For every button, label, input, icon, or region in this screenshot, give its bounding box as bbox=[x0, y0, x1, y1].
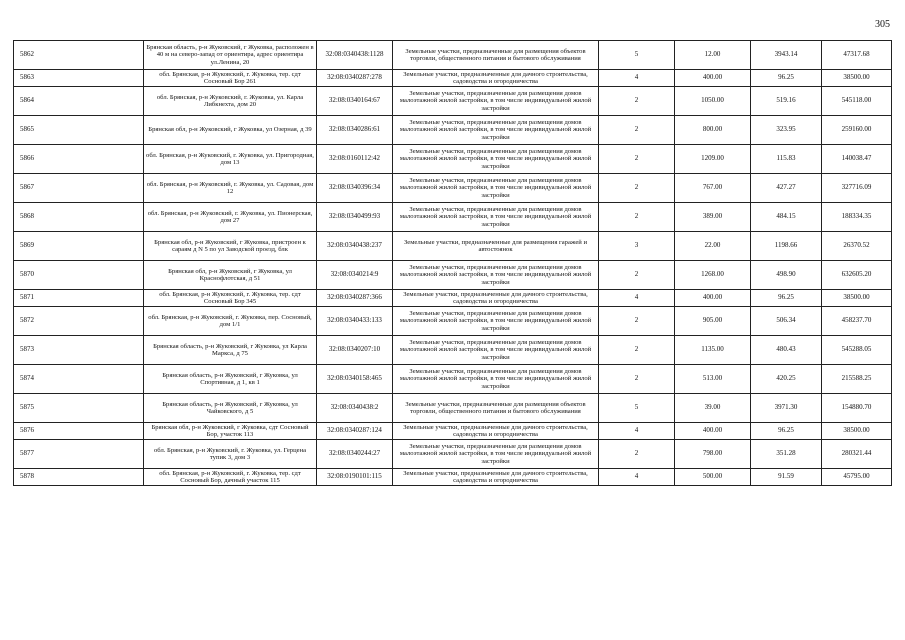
specific-value-cell: 96.25 bbox=[751, 423, 822, 440]
cadastral-number-cell: 32:08:0340286:61 bbox=[317, 116, 393, 145]
land-purpose-cell: Земельные участки, предназначенные для размещения домов малоэтажной жилой застройки, в том числе индивидуальной жилой застройки bbox=[393, 440, 599, 469]
address-cell: Брянская область, р-н Жуковский, г Жуковка, ул Чайковского, д 5 bbox=[144, 394, 317, 423]
row-number: 5872 bbox=[14, 307, 144, 336]
address-cell: Брянская обл, р-н Жуковский, г Жуковка, пристроен к сараям д N 5 по ул Заводской проезд, блк bbox=[144, 232, 317, 261]
specific-value-cell: 506.34 bbox=[751, 307, 822, 336]
area-cell: 1209.00 bbox=[675, 145, 751, 174]
area-cell: 1135.00 bbox=[675, 336, 751, 365]
group-cell: 2 bbox=[599, 261, 675, 290]
land-purpose-cell: Земельные участки, предназначенные для размещения домов малоэтажной жилой застройки, в том числе индивидуальной жилой застройки bbox=[393, 336, 599, 365]
specific-value-cell: 96.25 bbox=[751, 290, 822, 307]
page-number: 305 bbox=[875, 19, 890, 30]
cadastral-value-cell: 140038.47 bbox=[822, 145, 892, 174]
group-cell: 4 bbox=[599, 70, 675, 87]
row-number: 5863 bbox=[14, 70, 144, 87]
area-cell: 798.00 bbox=[675, 440, 751, 469]
area-cell: 1268.00 bbox=[675, 261, 751, 290]
specific-value-cell: 1198.66 bbox=[751, 232, 822, 261]
specific-value-cell: 3971.30 bbox=[751, 394, 822, 423]
cadastral-value-cell: 280321.44 bbox=[822, 440, 892, 469]
group-cell: 5 bbox=[599, 41, 675, 70]
area-cell: 389.00 bbox=[675, 203, 751, 232]
cadastral-number-cell: 32:08:0340438:237 bbox=[317, 232, 393, 261]
row-number: 5864 bbox=[14, 87, 144, 116]
table-row bbox=[14, 440, 892, 469]
group-cell: 2 bbox=[599, 116, 675, 145]
specific-value-cell: 323.95 bbox=[751, 116, 822, 145]
table-row bbox=[14, 70, 892, 87]
table-row bbox=[14, 87, 892, 116]
table-row bbox=[14, 261, 892, 290]
address-cell: обл. Брянская, р-н Жуковский, г. Жуковка, тер. сдт Сосновый Бор 345 bbox=[144, 290, 317, 307]
land-purpose-cell: Земельные участки, предназначенные для размещения домов малоэтажной жилой застройки, в том числе индивидуальной жилой застройки bbox=[393, 307, 599, 336]
group-cell: 2 bbox=[599, 307, 675, 336]
cadastral-register-table bbox=[13, 40, 892, 486]
land-purpose-cell: Земельные участки, предназначенные для размещения домов малоэтажной жилой застройки, в том числе индивидуальной жилой застройки bbox=[393, 261, 599, 290]
address-cell: обл. Брянская, р-н Жуковский, г. Жуковка, ул. Садовая, дом 12 bbox=[144, 174, 317, 203]
address-cell: обл. Брянская, р-н Жуковский, г. Жуковка, ул. Карла Либкнехта, дом 20 bbox=[144, 87, 317, 116]
specific-value-cell: 115.83 bbox=[751, 145, 822, 174]
cadastral-value-cell: 26370.52 bbox=[822, 232, 892, 261]
cadastral-number-cell: 32:08:0340287:278 bbox=[317, 70, 393, 87]
row-number: 5865 bbox=[14, 116, 144, 145]
group-cell: 3 bbox=[599, 232, 675, 261]
address-cell: обл. Брянская, р-н Жуковский, г. Жуковка, пер. Сосновый, дом 1/1 bbox=[144, 307, 317, 336]
table-row bbox=[14, 174, 892, 203]
address-cell: Брянская область, р-н Жуковский, г Жуковка, ул Карла Маркса, д 75 bbox=[144, 336, 317, 365]
cadastral-number-cell: 32:08:0340214:9 bbox=[317, 261, 393, 290]
land-purpose-cell: Земельные участки, предназначенные для размещения домов малоэтажной жилой застройки, в том числе индивидуальной жилой застройки bbox=[393, 145, 599, 174]
address-cell: обл. Брянская, р-н Жуковский, г. Жуковка, ул. Пригородная, дом 13 bbox=[144, 145, 317, 174]
specific-value-cell: 91.59 bbox=[751, 469, 822, 486]
cadastral-value-cell: 38500.00 bbox=[822, 423, 892, 440]
land-purpose-cell: Земельные участки, предназначенные для дачного строительства, садоводства и огородничества bbox=[393, 290, 599, 307]
cadastral-value-cell: 545118.00 bbox=[822, 87, 892, 116]
address-cell: Брянская обл, р-н Жуковский, г Жуковка, ул Озерная, д 39 bbox=[144, 116, 317, 145]
cadastral-value-cell: 215588.25 bbox=[822, 365, 892, 394]
cadastral-value-cell: 154880.70 bbox=[822, 394, 892, 423]
row-number: 5875 bbox=[14, 394, 144, 423]
land-purpose-cell: Земельные участки, предназначенные для дачного строительства, садоводства и огородничества bbox=[393, 423, 599, 440]
cadastral-value-cell: 47317.68 bbox=[822, 41, 892, 70]
cadastral-number-cell: 32:08:0340499:93 bbox=[317, 203, 393, 232]
specific-value-cell: 427.27 bbox=[751, 174, 822, 203]
area-cell: 400.00 bbox=[675, 290, 751, 307]
table-row bbox=[14, 41, 892, 70]
cadastral-value-cell: 45795.00 bbox=[822, 469, 892, 486]
land-purpose-cell: Земельные участки, предназначенные для дачного строительства, садоводства и огородничества bbox=[393, 70, 599, 87]
land-purpose-cell: Земельные участки, предназначенные для размещения домов малоэтажной жилой застройки, в том числе индивидуальной жилой застройки bbox=[393, 87, 599, 116]
cadastral-value-cell: 188334.35 bbox=[822, 203, 892, 232]
group-cell: 2 bbox=[599, 203, 675, 232]
table-row bbox=[14, 145, 892, 174]
row-number: 5873 bbox=[14, 336, 144, 365]
row-number: 5876 bbox=[14, 423, 144, 440]
table-row bbox=[14, 365, 892, 394]
land-purpose-cell: Земельные участки, предназначенные для размещения домов малоэтажной жилой застройки, в том числе индивидуальной жилой застройки bbox=[393, 116, 599, 145]
area-cell: 400.00 bbox=[675, 70, 751, 87]
specific-value-cell: 480.43 bbox=[751, 336, 822, 365]
address-cell: Брянская обл, р-н Жуковский, г Жуковка, ул Краснофлотская, д 51 bbox=[144, 261, 317, 290]
cadastral-value-cell: 632605.20 bbox=[822, 261, 892, 290]
row-number: 5874 bbox=[14, 365, 144, 394]
cadastral-value-cell: 38500.00 bbox=[822, 290, 892, 307]
table-row bbox=[14, 116, 892, 145]
land-purpose-cell: Земельные участки, предназначенные для размещения объектов торговли, общественного питания и бытового обслуживания bbox=[393, 41, 599, 70]
group-cell: 2 bbox=[599, 365, 675, 394]
cadastral-value-cell: 38500.00 bbox=[822, 70, 892, 87]
address-cell: обл. Брянская, р-н Жуковский, г. Жуковка, тер. сдт Сосновый Бор, дачный участок 115 bbox=[144, 469, 317, 486]
area-cell: 500.00 bbox=[675, 469, 751, 486]
address-cell: Брянская область, р-н Жуковский, г Жуковка, ул Спортивная, д 1, кв 1 bbox=[144, 365, 317, 394]
address-cell: Брянская область, р-н Жуковский, г Жуковка, расположен в 40 м на северо-запад от ориентира, адрес ориентира ул.Ленина, 20 bbox=[144, 41, 317, 70]
row-number: 5868 bbox=[14, 203, 144, 232]
table-row bbox=[14, 469, 892, 486]
address-cell: обл. Брянская, р-н Жуковский, г. Жуковка, ул. Герцена тупик 3, дом 3 bbox=[144, 440, 317, 469]
table-row bbox=[14, 307, 892, 336]
cadastral-number-cell: 32:08:0340164:67 bbox=[317, 87, 393, 116]
row-number: 5866 bbox=[14, 145, 144, 174]
land-purpose-cell: Земельные участки, предназначенные для дачного строительства, садоводства и огородничества bbox=[393, 469, 599, 486]
cadastral-number-cell: 32:08:0340287:124 bbox=[317, 423, 393, 440]
group-cell: 2 bbox=[599, 145, 675, 174]
land-purpose-cell: Земельные участки, предназначенные для размещения домов малоэтажной жилой застройки, в том числе индивидуальной жилой застройки bbox=[393, 174, 599, 203]
specific-value-cell: 351.28 bbox=[751, 440, 822, 469]
table-row bbox=[14, 336, 892, 365]
cadastral-number-cell: 32:08:0190101:115 bbox=[317, 469, 393, 486]
group-cell: 2 bbox=[599, 336, 675, 365]
row-number: 5871 bbox=[14, 290, 144, 307]
group-cell: 2 bbox=[599, 440, 675, 469]
cadastral-value-cell: 259160.00 bbox=[822, 116, 892, 145]
address-cell: обл. Брянская, р-н Жуковский, г. Жуковка, ул. Пионерская, дом 27 bbox=[144, 203, 317, 232]
cadastral-value-cell: 545288.05 bbox=[822, 336, 892, 365]
cadastral-value-cell: 327716.09 bbox=[822, 174, 892, 203]
cadastral-number-cell: 32:08:0340244:27 bbox=[317, 440, 393, 469]
row-number: 5878 bbox=[14, 469, 144, 486]
specific-value-cell: 484.15 bbox=[751, 203, 822, 232]
group-cell: 4 bbox=[599, 290, 675, 307]
area-cell: 800.00 bbox=[675, 116, 751, 145]
group-cell: 4 bbox=[599, 423, 675, 440]
table-row bbox=[14, 203, 892, 232]
group-cell: 2 bbox=[599, 87, 675, 116]
land-purpose-cell: Земельные участки, предназначенные для размещения объектов торговли, общественного питания и бытового обслуживания bbox=[393, 394, 599, 423]
address-cell: обл. Брянская, р-н Жуковский, г. Жуковка, тер. сдт Сосновый Бор 261 bbox=[144, 70, 317, 87]
area-cell: 513.00 bbox=[675, 365, 751, 394]
cadastral-number-cell: 32:08:0340396:34 bbox=[317, 174, 393, 203]
area-cell: 1050.00 bbox=[675, 87, 751, 116]
land-purpose-cell: Земельные участки, предназначенные для размещения домов малоэтажной жилой застройки, в том числе индивидуальной жилой застройки bbox=[393, 203, 599, 232]
land-purpose-cell: Земельные участки, предназначенные для размещения гаражей и автостоянок bbox=[393, 232, 599, 261]
cadastral-number-cell: 32:08:0340433:133 bbox=[317, 307, 393, 336]
cadastral-value-cell: 458237.70 bbox=[822, 307, 892, 336]
cadastral-number-cell: 32:08:0340438:1128 bbox=[317, 41, 393, 70]
row-number: 5862 bbox=[14, 41, 144, 70]
table-row bbox=[14, 232, 892, 261]
group-cell: 4 bbox=[599, 469, 675, 486]
row-number: 5870 bbox=[14, 261, 144, 290]
specific-value-cell: 519.16 bbox=[751, 87, 822, 116]
land-purpose-cell: Земельные участки, предназначенные для размещения домов малоэтажной жилой застройки, в том числе индивидуальной жилой застройки bbox=[393, 365, 599, 394]
area-cell: 39.00 bbox=[675, 394, 751, 423]
table-row bbox=[14, 394, 892, 423]
table-row bbox=[14, 290, 892, 307]
specific-value-cell: 96.25 bbox=[751, 70, 822, 87]
area-cell: 905.00 bbox=[675, 307, 751, 336]
cadastral-number-cell: 32:08:0340158:465 bbox=[317, 365, 393, 394]
specific-value-cell: 420.25 bbox=[751, 365, 822, 394]
cadastral-number-cell: 32:08:0340207:10 bbox=[317, 336, 393, 365]
area-cell: 767.00 bbox=[675, 174, 751, 203]
area-cell: 12.00 bbox=[675, 41, 751, 70]
group-cell: 5 bbox=[599, 394, 675, 423]
cadastral-number-cell: 32:08:0160112:42 bbox=[317, 145, 393, 174]
specific-value-cell: 498.90 bbox=[751, 261, 822, 290]
specific-value-cell: 3943.14 bbox=[751, 41, 822, 70]
table-row bbox=[14, 423, 892, 440]
cadastral-number-cell: 32:08:0340438:2 bbox=[317, 394, 393, 423]
row-number: 5877 bbox=[14, 440, 144, 469]
cadastral-number-cell: 32:08:0340287:366 bbox=[317, 290, 393, 307]
area-cell: 22.00 bbox=[675, 232, 751, 261]
address-cell: Брянская обл, р-н Жуковский, г Жуковка, сдт Сосновый Бор, участок 113 bbox=[144, 423, 317, 440]
group-cell: 2 bbox=[599, 174, 675, 203]
area-cell: 400.00 bbox=[675, 423, 751, 440]
row-number: 5867 bbox=[14, 174, 144, 203]
row-number: 5869 bbox=[14, 232, 144, 261]
